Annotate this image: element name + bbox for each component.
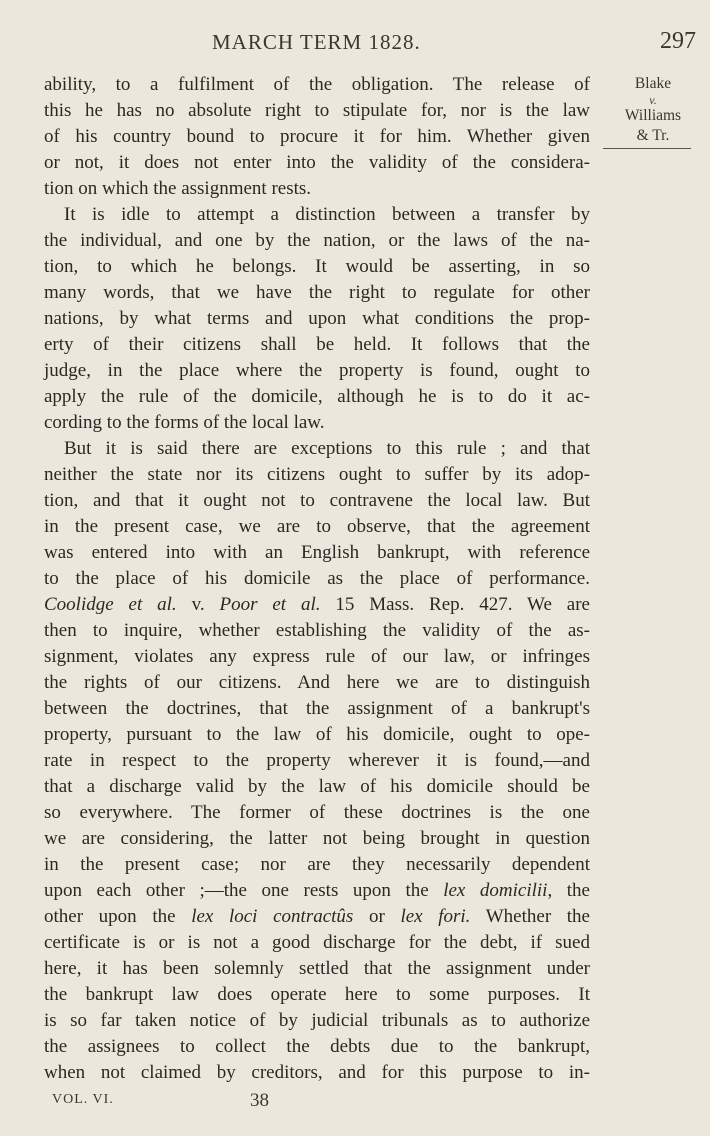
margin-note-plaintiff: Blake <box>634 75 672 92</box>
text-line <box>44 228 590 254</box>
text-line <box>44 1060 590 1086</box>
text-run: many words, that we have the right to regulate for other <box>44 282 590 303</box>
margin-note-rule <box>603 148 691 149</box>
italic-text: lex loci contractûs <box>191 906 354 927</box>
text-run: But it is said there are exceptions to this rule ; and that <box>64 438 590 459</box>
running-head-title: MARCH TERM 1828. <box>212 30 421 54</box>
text-run: so everywhere. The former of these doctrines is the one <box>44 802 590 823</box>
text-run: we are considering, the latter not being brought in question <box>44 828 590 849</box>
text-run: nations, by what terms and upon what conditions the prop- <box>44 308 590 329</box>
page-number: 297 <box>660 28 696 54</box>
text-run: tion, to which he belongs. It would be asserting, in so <box>44 256 590 277</box>
text-run: then to inquire, whether establishing the validity of the as- <box>44 620 590 641</box>
text-run: when not claimed by creditors, and for this purpose to in- <box>44 1062 590 1083</box>
text-line <box>44 930 590 956</box>
text-run: other upon the <box>44 906 192 927</box>
text-line <box>44 384 590 410</box>
text-run: ability, to a fulfilment of the obligation. The release of <box>44 74 590 95</box>
text-line <box>44 852 590 878</box>
text-run: or not, it does not enter into the validity of the considera- <box>44 152 590 173</box>
text-line <box>44 150 590 176</box>
text-run: was entered into with an English bankrupt, with reference <box>44 542 590 563</box>
italic-text: lex fori. <box>400 906 471 927</box>
body-text <box>44 72 590 1086</box>
text-run: the assignees to collect the debts due to the bankrupt, <box>44 1036 590 1057</box>
signature-mark: 38 <box>250 1090 269 1111</box>
text-run: in the present case; nor are they necessarily dependent <box>44 854 590 875</box>
text-line <box>44 436 590 462</box>
text-run: property, pursuant to the law of his domicile, ought to ope- <box>44 724 590 745</box>
text-run: , the <box>547 880 590 901</box>
text-run: the bankrupt law does operate here to some purposes. It <box>44 984 590 1005</box>
text-line <box>44 800 590 826</box>
text-line <box>44 306 590 332</box>
text-run: cording to the forms of the local law. <box>44 412 325 433</box>
text-run: tion on which the assignment rests. <box>44 178 312 199</box>
margin-note-versus: v. <box>649 93 657 107</box>
text-run: here, it has been solemnly settled that the assignment under <box>44 958 590 979</box>
text-line <box>44 254 590 280</box>
text-run: the rights of our citizens. And here we are to distinguish <box>44 672 590 693</box>
text-line <box>44 826 590 852</box>
text-line <box>44 332 590 358</box>
text-run: or <box>353 906 401 927</box>
text-line <box>44 358 590 384</box>
text-line <box>44 722 590 748</box>
text-line <box>44 566 590 592</box>
text-run: erty of their citizens shall be held. It follows that the <box>44 334 590 355</box>
text-line <box>44 540 590 566</box>
text-line <box>44 956 590 982</box>
text-line <box>44 462 590 488</box>
text-run: in the present case, we are to observe, that the agreement <box>44 516 590 537</box>
text-run: tion, and that it ought not to contravene the local law. But <box>44 490 590 511</box>
text-line <box>44 124 590 150</box>
page-footer <box>0 1092 710 1116</box>
text-line <box>44 202 590 228</box>
text-run: is so far taken notice of by judicial tribunals as to authorize <box>44 1010 590 1031</box>
text-line <box>44 176 590 202</box>
text-run: the individual, and one by the nation, or the laws of the na- <box>44 230 590 251</box>
text-run: certificate is or is not a good discharge for the debt, if sued <box>44 932 590 953</box>
italic-text: Poor et al. <box>219 594 321 615</box>
text-run: It is idle to attempt a distinction between a transfer by <box>64 204 590 225</box>
text-run: judge, in the place where the property is found, ought to <box>44 360 590 381</box>
text-line <box>44 72 590 98</box>
case-margin-note <box>603 74 703 146</box>
italic-text: Coolidge et al. <box>44 594 177 615</box>
text-run: upon each other ;—the one rests upon the <box>44 880 444 901</box>
text-line <box>44 982 590 1008</box>
text-run: of his country bound to procure it for him. Whether given <box>44 126 590 147</box>
text-line <box>44 904 590 930</box>
text-line <box>44 410 590 436</box>
italic-text: lex domicilii <box>443 880 548 901</box>
text-line <box>44 774 590 800</box>
text-run: neither the state nor its citizens ought to suffer by its adop- <box>44 464 590 485</box>
text-line <box>44 670 590 696</box>
text-line <box>44 592 590 618</box>
text-line <box>44 1008 590 1034</box>
text-line <box>44 1034 590 1060</box>
margin-note-defendant: Williams <box>624 107 682 124</box>
text-line <box>44 280 590 306</box>
text-run: this he has no absolute right to stipulate for, nor is the law <box>44 100 590 121</box>
text-run: that a discharge valid by the law of his domicile should be <box>44 776 590 797</box>
text-line <box>44 878 590 904</box>
text-line <box>44 514 590 540</box>
text-run: to the place of his domicile as the place of performance. <box>44 568 590 589</box>
text-run: 15 Mass. Rep. 427. We are <box>320 594 590 615</box>
text-run: v. <box>176 594 220 615</box>
text-run: between the doctrines, that the assignment of a bankrupt's <box>44 698 590 719</box>
margin-note-suffix: & Tr. <box>636 127 670 144</box>
text-line <box>44 748 590 774</box>
text-run: rate in respect to the property wherever it is found,—and <box>44 750 590 771</box>
text-run: signment, violates any express rule of our law, or infringes <box>44 646 590 667</box>
text-line <box>44 618 590 644</box>
text-run: Whether the <box>470 906 590 927</box>
text-line <box>44 696 590 722</box>
text-line <box>44 644 590 670</box>
running-head <box>0 30 710 60</box>
text-line <box>44 488 590 514</box>
text-line <box>44 98 590 124</box>
text-run: apply the rule of the domicile, although he is to do it ac- <box>44 386 590 407</box>
volume-mark: VOL. VI. <box>52 1092 114 1107</box>
